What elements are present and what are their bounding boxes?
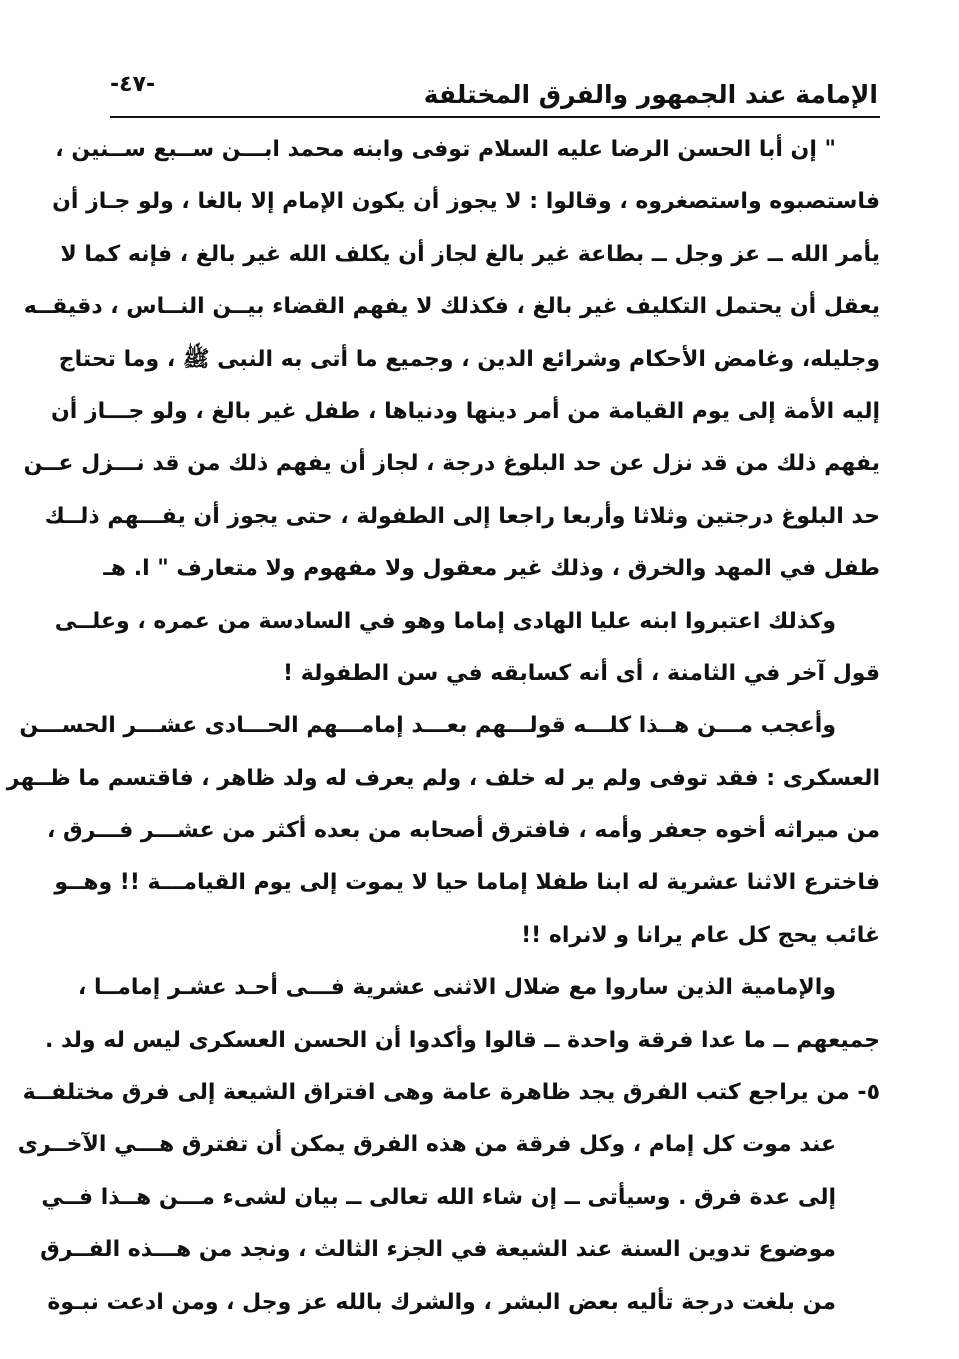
text-line: " إن أبا الحسن الرضا عليه السلام توفى وابنه محمد ابـــن ســبع ســنين ، [55, 137, 836, 162]
text-line: جميعهم ــ ما عدا فرقة واحدة ــ قالوا وأكدوا أن الحسن العسكرى ليس له ولد . [44, 1027, 880, 1053]
text-line: وأعجب مـــن هــذا كلـــه قولـــهم بعـــد إمامـــهم الحـــادى عشـــر الحســـن [19, 713, 836, 739]
header-rule [110, 116, 880, 118]
text-line: يأمر الله ــ عز وجل ــ بطاعة غير بالغ لجاز أن يكلف الله غير بالغ ، فإنه كما لا [60, 241, 880, 267]
text-line: فاستصبوه واستصغروه ، وقالوا : لا يجوز أن يكون الإمام إلا بالغا ، ولو جـاز أن [52, 189, 880, 215]
text-line: من بلغت درجة تأليه بعض البشر ، والشرك بالله عز وجل ، ومن ادعت نبـوة [47, 1289, 836, 1315]
page-header [110, 66, 878, 118]
text-line: إلى عدة فرق . وسيأتى ــ إن شاء الله تعالى ــ بيان لشىء مـــن هــذا فــي [41, 1184, 836, 1210]
text-line: قول آخر في الثامنة ، أى أنه كسابقه في سن الطفولة ! [283, 660, 880, 686]
body-text [6, 124, 880, 1329]
text-line: والإمامية الذين ساروا مع ضلال الاثنى عشرية فـــى أحـد عشـر إمامــا ، [77, 975, 836, 1001]
text-line: من ميراثه أخوه جعفر وأمه ، فافترق أصحابه من بعده أكثر من عشـــر فـــرق ، [46, 818, 880, 844]
text-line: عند موت كل إمام ، وكل فرقة من هذه الفرق يمكن أن تفترق هـــي الآخــرى [17, 1132, 836, 1158]
page-number: -٤٧- [110, 72, 156, 97]
text-line: طفل في المهد والخرق ، وذلك غير معقول ولا مفهوم ولا متعارف " ا. هـ [103, 556, 880, 582]
text-line: العسكرى : فقد توفى ولم ير له خلف ، ولم يعرف له ولد ظاهر ، فاقتسم ما ظــهر [6, 765, 880, 791]
text-line: إليه الأمة إلى يوم القيامة من أمر دينها ودنياها ، طفل غير بالغ ، ولو جـــاز أن [51, 398, 880, 424]
text-line: يعقل أن يحتمل التكليف غير بالغ ، فكذلك لا يفهم القضاء بيــن النــاس ، دقيقــه [23, 294, 880, 320]
text-line: يفهم ذلك من قد نزل عن حد البلوغ درجة ، لجاز أن يفهم ذلك من قد نـــزل عــن [23, 451, 880, 477]
text-line: وكذلك اعتبروا ابنه عليا الهادى إماما وهو في السادسة من عمره ، وعلــى [54, 608, 836, 634]
running-title: الإمامة عند الجمهور والفرق المختلفة [423, 80, 878, 109]
list-item-5: ٥- من يراجع كتب الفرق يجد ظاهرة عامة وهى افتراق الشيعة إلى فرق مختلفــة [22, 1080, 880, 1106]
text-line: وجليله، وغامض الأحكام وشرائع الدين ، وجميع ما أتى به النبى ﷺ ، وما تحتاج [58, 346, 880, 372]
text-line: فاخترع الاثنا عشرية له ابنا طفلا إماما حيا لا يموت إلى يوم القيامـــة !! وهــو [54, 870, 880, 896]
text-line: حد البلوغ درجتين وثلاثا وأربعا راجعا إلى الطفولة ، حتى يجوز أن يفـــهم ذلــك [44, 503, 880, 529]
text-line: غائب يحج كل عام يرانا و لانراه !! [521, 922, 880, 948]
text-line: موضوع تدوين السنة عند الشيعة في الجزء الثالث ، ونجد من هـــذه الفــرق [40, 1237, 836, 1263]
